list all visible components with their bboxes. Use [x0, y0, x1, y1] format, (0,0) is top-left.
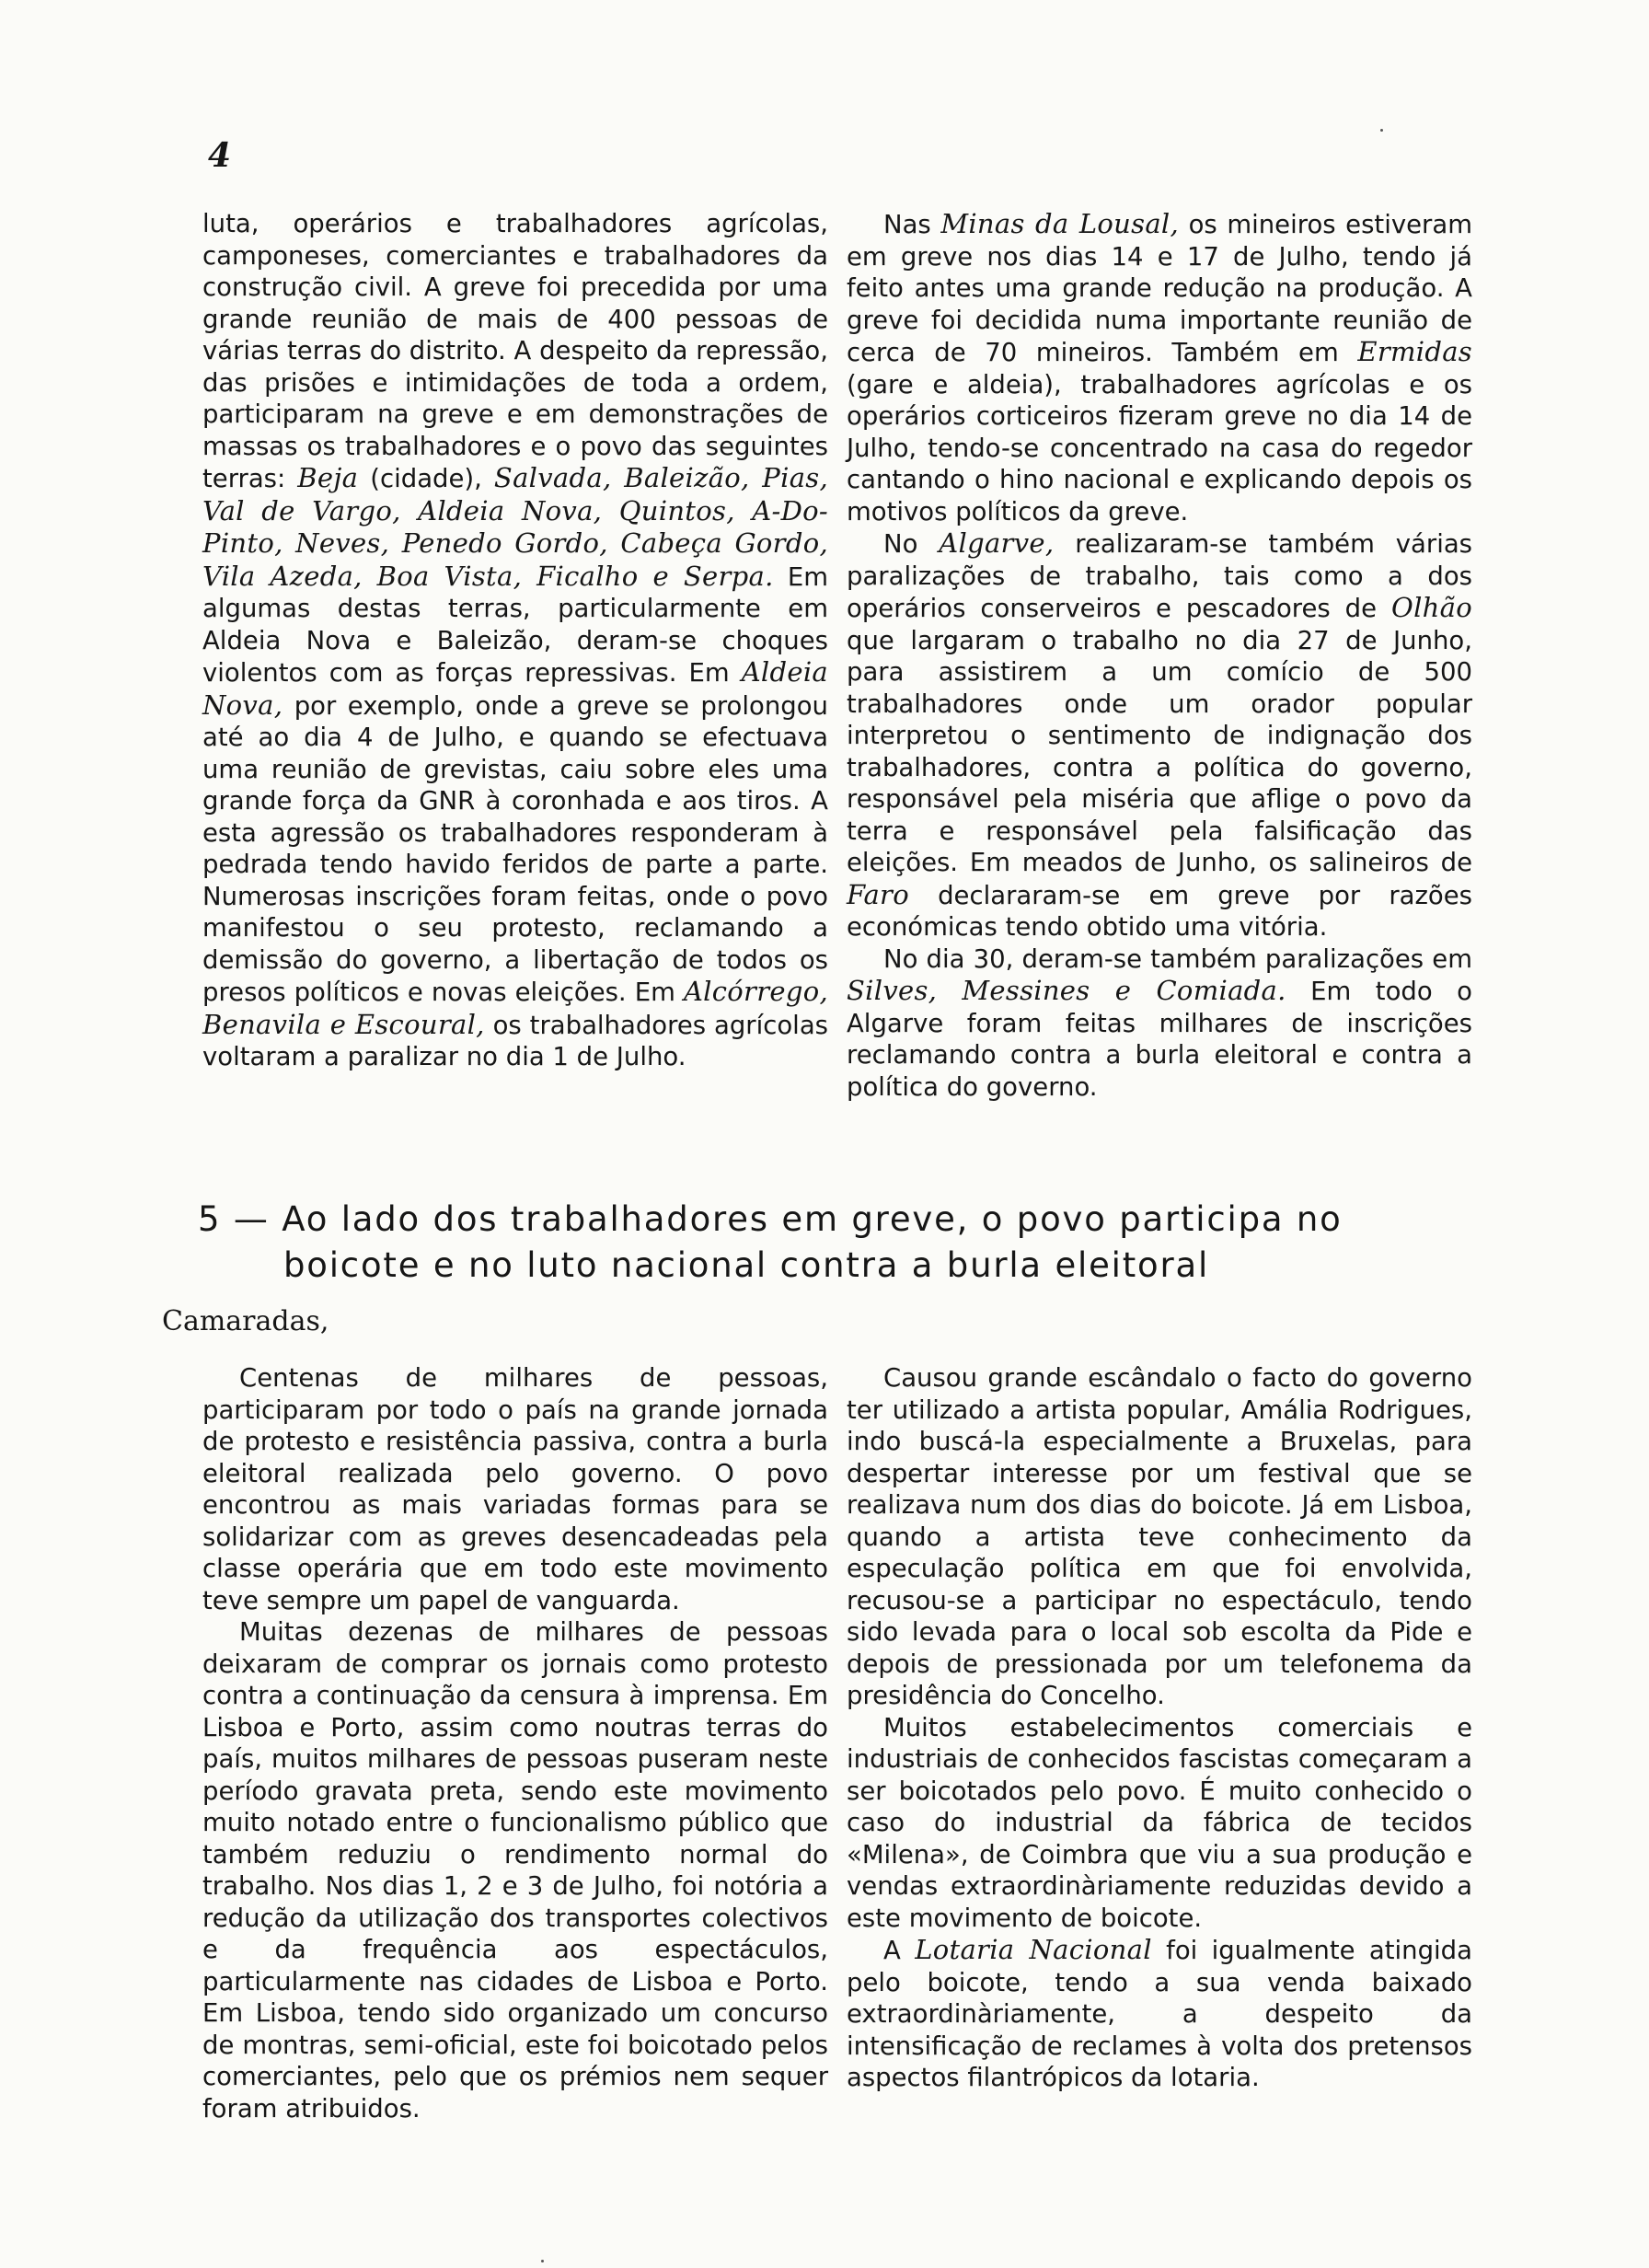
place-name: Minas da Lousal, — [940, 208, 1179, 239]
text-run: realizaram-se também várias paralizações de trabalho, tais como a dos operários conserveiros e pescadores de — [847, 529, 1473, 623]
text-run: A — [883, 1936, 916, 1965]
text-run: declararam-se em greve por razões económicas tendo obtido uma vitória. — [847, 880, 1472, 942]
paragraph — [847, 1934, 1472, 2094]
paragraph — [202, 1616, 828, 2124]
print-speck — [1380, 129, 1383, 132]
paragraph — [847, 527, 1472, 943]
place-name: Aldeia Nova, — [202, 656, 828, 721]
paragraph — [202, 208, 828, 1073]
section-heading-line-2: boicote e no luto nacional contra a burla eleitoral — [283, 1245, 1210, 1285]
place-name: Algarve, — [939, 527, 1055, 559]
place-name: Lotaria Nacional — [915, 1934, 1152, 1965]
place-name: Ermidas — [1357, 336, 1472, 367]
text-run: Centenas de milhares de pessoas, participaram por todo o país na grande jornada de protesto e resistência passiva, contra a burla eleitoral realizada pelo governo. O povo encontrou as mais variadas formas para se solidarizar com as greves desencadeadas pela classe operária que em todo este movimento teve sempre um papel de vanguarda. — [202, 1363, 828, 1615]
column-bottom-left — [202, 1362, 828, 2124]
text-run: (cidade), — [358, 464, 494, 493]
column-top-left — [202, 208, 828, 1073]
paragraph — [202, 1362, 828, 1616]
paragraph — [847, 1362, 1472, 1712]
text-run: (gare e aldeia), trabalhadores agrícolas e os operários corticeiros fizeram greve no dia 14 de Julho, tendo-se concentrado na casa do regedor cantando o hino nacional e explicando depois os motivos políticos da greve. — [847, 369, 1472, 526]
text-run: No dia 30, deram-se também paralizações em — [883, 943, 1472, 974]
paragraph — [847, 1712, 1472, 1935]
paragraph — [847, 943, 1472, 1104]
text-run: os trabalhadores agrícolas voltaram a paralizar no dia 1 de Julho. — [202, 1010, 828, 1071]
place-name: Silves, Messines e Comiada. — [847, 975, 1286, 1006]
place-name: Beja — [297, 462, 359, 493]
text-run: No — [883, 529, 940, 559]
text-run: Muitos estabelecimentos comerciais e industriais de conhecidos fascistas começaram a ser boicotados pelo povo. É muito conhecido o caso do industrial da fábrica de tecidos «Milena», de Coimbra que viu a sua produção e vendas extraordinàriamente reduzidas devido a este movimento de boicote. — [847, 1712, 1472, 1933]
print-speck — [541, 2260, 544, 2262]
text-run: os mineiros estiveram em greve nos dias 14 e 17 de Julho, tendo já feito antes uma grande redução na produção. A greve foi decidida numa importante reunião de cerca de 70 mineiros. Também em — [847, 210, 1472, 367]
place-name: Alcórrego, Benavila e Escoural, — [202, 976, 828, 1040]
place-name: Olhão — [1391, 592, 1472, 623]
place-name: Salvada, Baleizão, Pias, Val de Vargo, Aldeia Nova, Quintos, A-Do-Pinto, Neves, Penedo Gordo, Cabeça Gordo, Vila Azeda, Boa Vista, Ficalho e Serpa. — [202, 462, 828, 592]
text-run: Causou grande escândalo o facto do governo ter utilizado a artista popular, Amália Rodrigues, indo buscá-la especialmente a Bruxelas, para despertar interesse por um festival que se realizava num dos dias do boicote. Já em Lisboa, quando a artista teve conhecimento da especulação política em que foi envolvida, recusou-se a participar no espectáculo, tendo sido levada para o local sob escolta da Pide e depois de pressionada por um telefonema da presidência do Concelho. — [847, 1363, 1472, 1710]
text-run: que largaram o trabalho no dia 27 de Junho, para assistirem a um comício de 500 trabalhadores onde um orador popular interpretou o sentimento de indignação dos trabalhadores, contra a política do governo, responsável pela miséria que aflige o povo da terra e responsável pela falsificação das eleições. Em meados de Junho, os salineiros de — [847, 625, 1472, 877]
column-top-right — [847, 208, 1472, 1103]
page-number: 4 — [208, 136, 232, 175]
paragraph — [847, 208, 1472, 527]
text-run: por exemplo, onde a greve se prolongou até ao dia 4 de Julho, e quando se efectuava uma reunião de grevistas, caiu sobre eles uma grande força da GNR à coronhada e aos tiros. A esta agressão os trabalhadores responderam à pedrada tendo havido feridos de parte a parte. Numerosas inscrições foram feitas, onde o povo manifestou o seu protesto, reclamando a demissão do governo, a libertação de todos os presos políticos e novas eleições. Em — [202, 690, 828, 1007]
place-name: Faro — [847, 878, 909, 910]
text-run: Muitas dezenas de milhares de pessoas deixaram de comprar os jornais como protesto contra a continuação da censura à imprensa. Em Lisboa e Porto, assim como noutras terras do país, muitos milhares de pessoas puseram neste período gravata preta, sendo este movimento muito notado entre o funcionalismo público que também reduziu o rendimento normal do trabalho. Nos dias 1, 2 e 3 de Julho, foi notória a redução da utilização dos transportes colectivos e da frequência aos espectáculos, particularmente nas cidades de Lisboa e Porto. Em Lisboa, tendo sido organizado um concurso de montras, semi-oficial, este foi boicotado pelos comerciantes, pelo que os prémios nem sequer foram atribuidos. — [202, 1617, 828, 2123]
salutation: Camaradas, — [162, 1305, 329, 1337]
column-bottom-right — [847, 1362, 1472, 2094]
text-run: Em algumas destas terras, particularmente em Aldeia Nova e Baleizão, deram-se choques violentos com as forças repressivas. Em — [202, 561, 829, 688]
text-run: foi igualmente atingida pelo boicote, tendo a sua venda baixado extraordinàriamente, a despeito da intensificação de reclames à volta dos pretensos aspectos filantrópicos da lotaria. — [847, 1936, 1472, 2092]
section-heading-line-1: 5 — Ao lado dos trabalhadores em greve, o povo participa no — [198, 1199, 1343, 1239]
text-run: Em todo o Algarve foram feitas milhares de inscrições reclamando contra a burla eleitoral e contra a política do governo. — [847, 977, 1472, 1102]
text-run: luta, operários e trabalhadores agrícolas, camponeses, comerciantes e trabalhadores da construção civil. A greve foi precedida por uma grande reunião de mais de 400 pessoas de várias terras do distrito. A despeito da repressão, das prisões e intimidações de toda a ordem, participaram na greve e em demonstrações de massas os trabalhadores e o povo das seguintes terras: — [202, 209, 828, 493]
section-heading — [198, 1197, 1505, 1289]
text-run: Nas — [883, 210, 941, 239]
